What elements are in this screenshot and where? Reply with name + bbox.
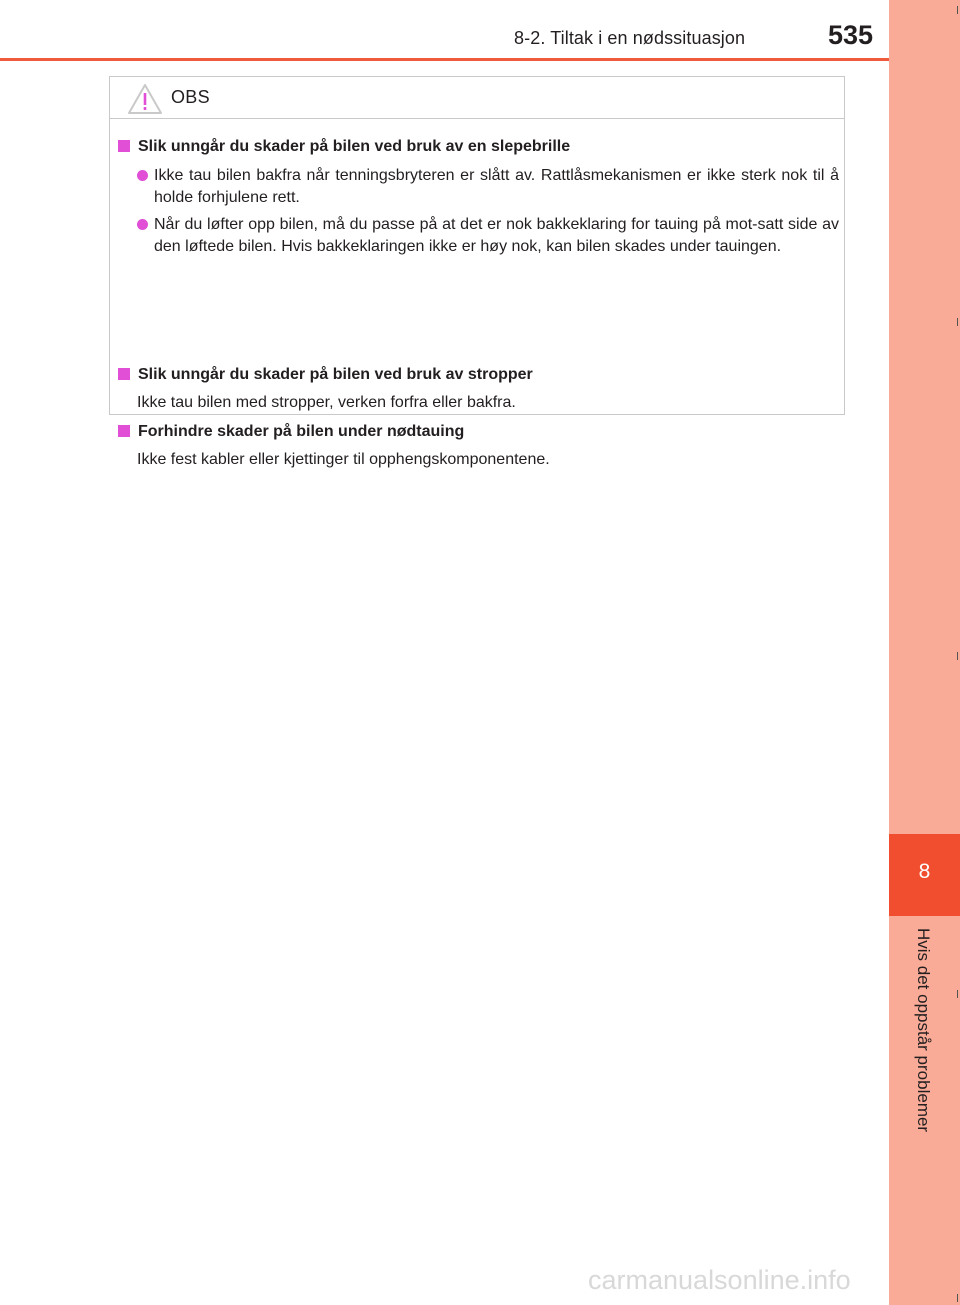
chapter-tab[interactable]: [889, 834, 960, 916]
warning-triangle-icon: [127, 83, 163, 115]
header-divider: [0, 58, 889, 61]
section-text: Ikke fest kabler eller kjettinger til opphengskomponentene.: [137, 451, 550, 468]
watermark: carmanualsonline.info: [588, 1265, 851, 1295]
square-bullet-icon: [118, 368, 130, 380]
edge-tick: [957, 1294, 958, 1302]
list-item: Når du løfter opp bilen, må du passe på at det er nok bakkeklaring for tauing på mot-satt side av den løftede bilen. Hvis bakkeklaringen ikke er høy nok, kan bilen skades under tauingen.: [137, 214, 839, 258]
edge-tick: [957, 6, 958, 14]
section-heading: Forhindre skader på bilen under nødtauing: [118, 423, 464, 441]
edge-tick: [957, 318, 958, 326]
section-heading: Slik unngår du skader på bilen ved bruk av en slepebrille: [118, 138, 570, 156]
chapter-title: Hvis det oppstår problemer: [914, 928, 933, 1133]
dot-bullet-icon: [137, 219, 148, 230]
section-heading: Slik unngår du skader på bilen ved bruk av stropper: [118, 366, 533, 384]
section-title: 8-2. Tiltak i en nødssituasjon: [514, 28, 746, 48]
caution-box: [109, 76, 845, 468]
edge-tick: [957, 990, 958, 998]
caution-header: [110, 77, 844, 119]
section-text: Ikke tau bilen med stropper, verken forfra eller bakfra.: [137, 394, 516, 411]
edge-tick: [957, 652, 958, 660]
square-bullet-icon: [118, 140, 130, 152]
list-item: Ikke tau bilen bakfra når tenningsbryteren er slått av. Rattlåsmekanismen er ikke sterk nok til å holde forhjulene rett.: [137, 165, 839, 209]
dot-bullet-icon: [137, 170, 148, 181]
chapter-number: 8: [918, 860, 931, 883]
caution-title: OBS: [171, 87, 210, 107]
page-number: 535: [828, 20, 874, 50]
square-bullet-icon: [118, 425, 130, 437]
